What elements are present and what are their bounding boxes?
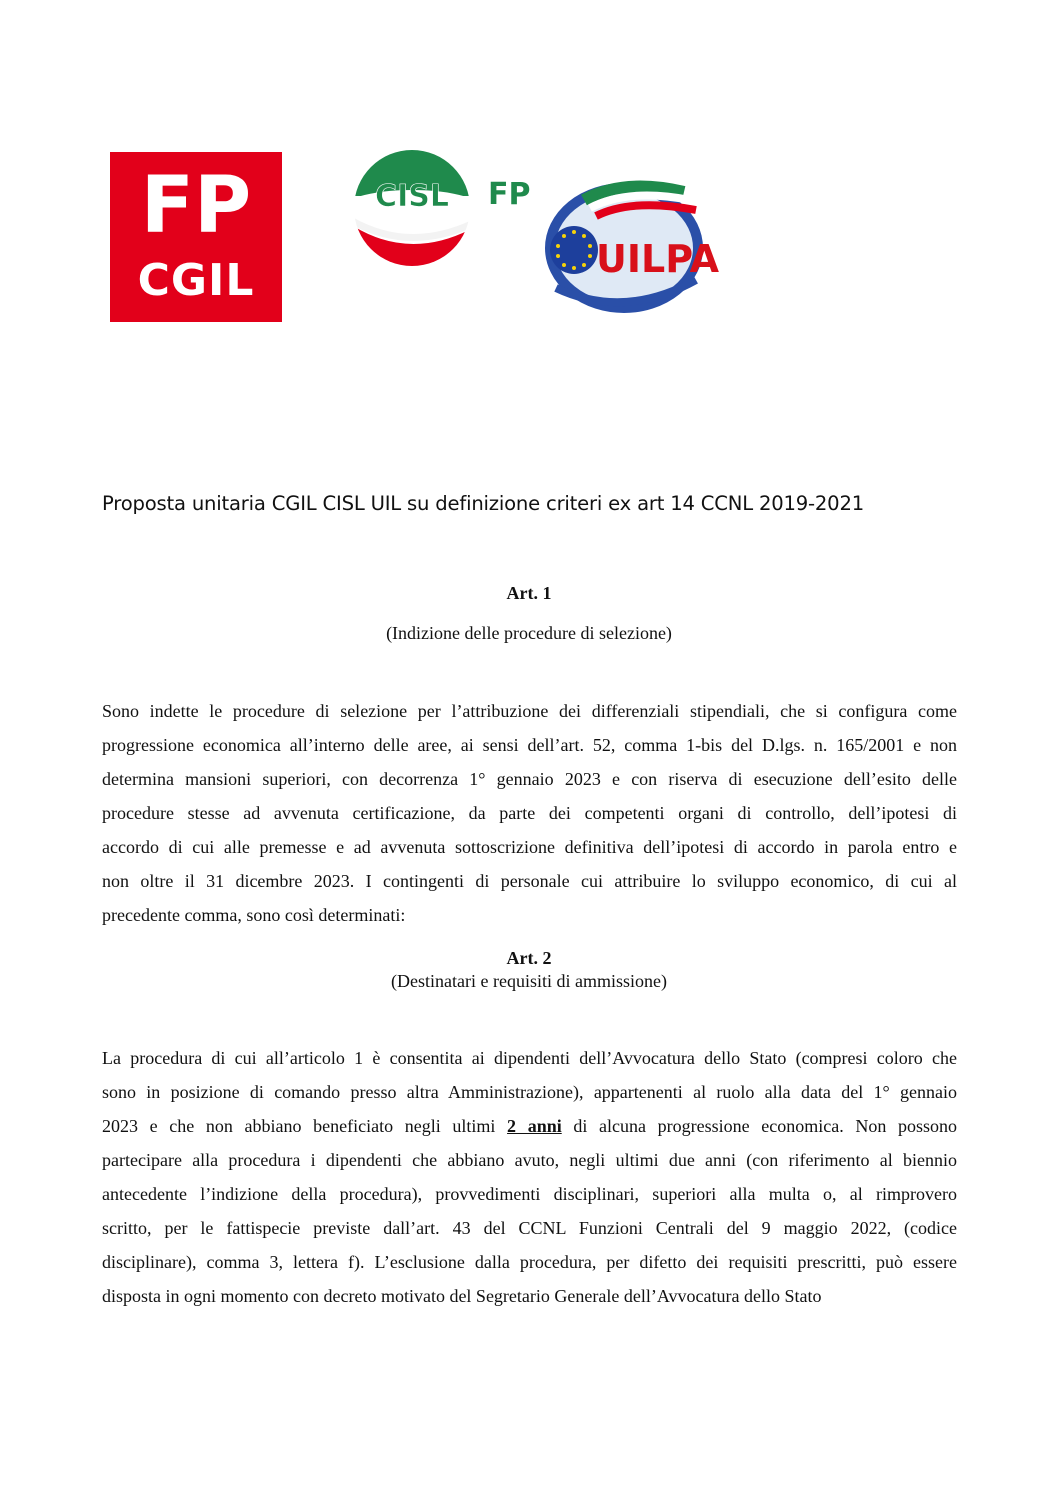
art2-line: La procedura di cui all’articolo 1 è consentita ai dipendenti dell’Avvocatura dello Stato (compresi coloro che (102, 1048, 957, 1068)
cisl-fp-logo (350, 146, 540, 274)
fp-cgil-logo-cgil: CGIL (137, 255, 255, 306)
art2-line: sono in posizione di comando presso altra Amministrazione), appartenenti al ruolo alla data del 1° gennaio (102, 1082, 957, 1102)
cisl-logo-text: CISL (375, 179, 449, 214)
art2-line: disposta in ogni momento con decreto motivato del Segretario Generale dell’Avvocatura dello Stato (102, 1286, 822, 1306)
uilpa-logo (544, 170, 754, 315)
art1-paragraph (102, 694, 957, 932)
art2-line: disciplinare), comma 3, lettera f). L’esclusione dalla procedura, per difetto dei requisiti prescritti, può essere (102, 1252, 957, 1272)
art1-line: accordo di cui alle premesse e ad avvenuta sottoscrizione definitiva dell’ipotesi di accordo in parola entro e (102, 837, 957, 857)
art2-subtitle: (Destinatari e requisiti di ammissione) (391, 971, 667, 991)
art2-line (102, 1109, 957, 1143)
cisl-logo-fp-text: FP (488, 177, 531, 212)
art2-line: scritto, per le fattispecie previste dall’art. 43 del CCNL Funzioni Centrali del 9 maggio 2022, (codice (102, 1218, 957, 1238)
art1-heading: Art. 1 (506, 583, 552, 603)
document-title: Proposta unitaria CGIL CISL UIL su definizione criteri ex art 14 CCNL 2019-2021 (102, 492, 864, 515)
art2-paragraph (102, 1041, 957, 1313)
art2-line3-post: di alcuna progressione economica. Non possono (561, 1116, 957, 1136)
art1-line: progressione economica all’interno delle aree, ai sensi dell’art. 52, comma 1-bis del D.lgs. n. 165/2001 e non (102, 735, 957, 755)
fp-cgil-logo-fp: FP (140, 161, 252, 251)
art1-subtitle: (Indizione delle procedure di selezione) (386, 623, 672, 643)
art1-line: Sono indette le procedure di selezione per l’attribuzione dei differenziali stipendiali, che si configura come (102, 701, 957, 721)
art2-line: antecedente l’indizione della procedura), provvedimenti disciplinari, superiori alla multa o, al rimprovero (102, 1184, 957, 1204)
art1-line: precedente comma, sono così determinati: (102, 905, 406, 925)
art1-line: procedure stesse ad avvenuta certificazione, da parte dei competenti organi di controllo, dell’ipotesi di (102, 803, 957, 823)
uilpa-logo-text: UILPA (596, 237, 719, 281)
art1-line: determina mansioni superiori, con decorrenza 1° gennaio 2023 e con riserva di esecuzione dell’esito delle (102, 769, 957, 789)
art1-line: non oltre il 31 dicembre 2023. I contingenti di personale cui attribuire lo sviluppo economico, di cui al (102, 871, 957, 891)
art2-heading: Art. 2 (506, 948, 552, 968)
art2-two-years-emphasis: 2 anni (507, 1116, 562, 1136)
fp-cgil-logo (110, 152, 282, 322)
art2-line3-pre: 2023 e che non abbiano beneficiato negli ultimi (102, 1116, 508, 1136)
art2-line: partecipare alla procedura i dipendenti che abbiano avuto, negli ultimi due anni (con riferimento al biennio (102, 1150, 957, 1170)
